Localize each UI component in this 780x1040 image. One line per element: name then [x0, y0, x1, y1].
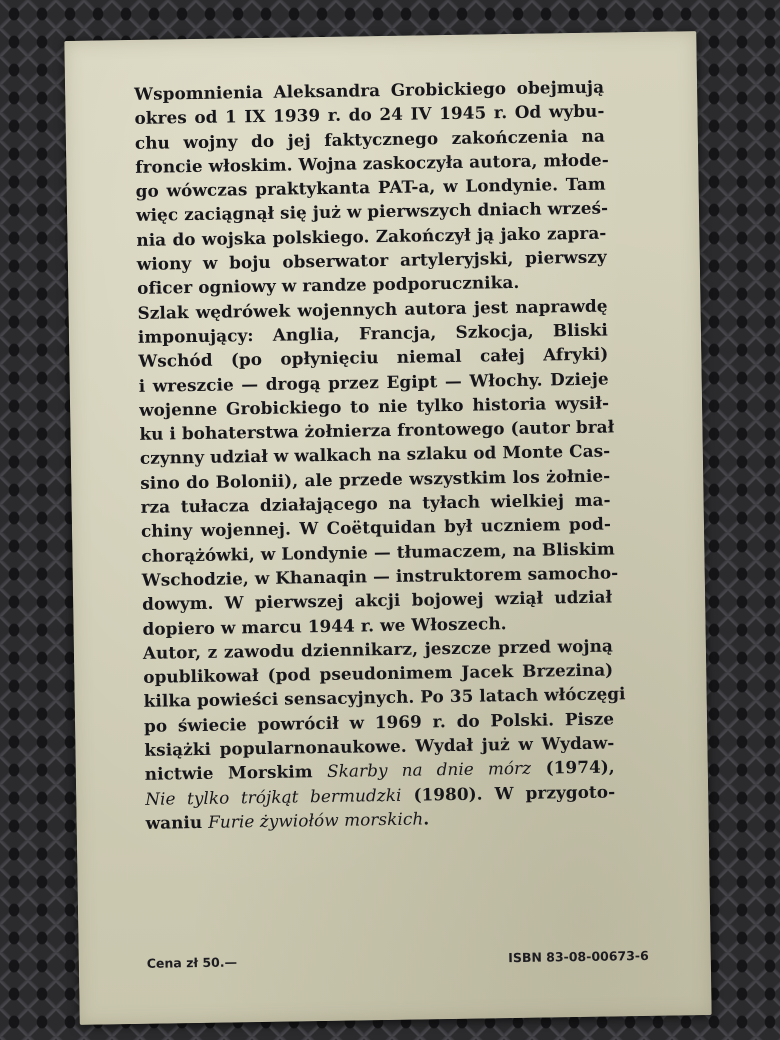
blurb-line: chu wojny do jej faktycznego zakończenia na — [134, 125, 606, 153]
book-title-trojkat: Nie tylko trójkąt bermudzki — [145, 784, 402, 809]
blurb-paragraph-2 — [137, 293, 619, 640]
blurb-line: froncie włoskim. Wojna zaskoczyła autora, młode- — [135, 149, 609, 177]
blurb-line: opublikował (pod pseudonimem Jacek Brzezina) — [143, 659, 614, 687]
blurb-line: imponujący: Anglia, Francja, Szkocja, Bliski — [137, 319, 609, 347]
blurb-paragraph-3 — [142, 633, 626, 835]
blurb-line: Autor, z zawodu dziennikarz, jeszcze przed wojną — [142, 635, 614, 663]
blurb-line: go wówczas praktykanta PAT-a, w Londynie. Tam — [135, 173, 606, 202]
blurb-line: czynny udział w walkach na szlaku od Monte Cas- — [139, 440, 611, 469]
blurb-line: kilka powieści sensacyjnych. Po 35 latach włóczęgi — [143, 683, 626, 712]
blurb-line: Wschodzie, w Khanaqin — instruktorem samocho- — [141, 562, 619, 590]
blurb-line: ku i bohaterstwa żołnierza frontowego (autor brał — [139, 416, 615, 445]
blurb-line: Wschód (po opłynięciu niemal całej Afryki) — [138, 343, 609, 372]
blurb-line: rza tułacza działającego na tyłach wielkiej ma- — [140, 489, 611, 517]
book-blurb — [133, 75, 626, 835]
blurb-line: więc zaciągnął się już w pierwszych dniach wrześ- — [135, 197, 609, 226]
blurb-line: i wreszcie — drogą przez Egipt — Włochy. Dzieje — [138, 368, 609, 396]
blurb-text: (1980). W przygoto- — [401, 781, 616, 805]
blurb-line: Wspomnienia Aleksandra Grobickiego obejmują — [133, 76, 605, 104]
blurb-text: nictwie Morskim — [144, 761, 328, 785]
blurb-line: książki popularnonaukowe. Wydał już w Wydaw- — [144, 732, 615, 760]
blurb-line: dowym. W pierwszej akcji bojowej wziął udział — [142, 586, 613, 615]
cover-footer — [147, 948, 649, 971]
book-back-cover — [64, 31, 711, 1025]
blurb-line: dopiero w marcu 1944 r. we Włoszech. — [142, 612, 507, 639]
blurb-line: nia do wojska polskiego. Zakończył ją jako zapra- — [136, 222, 607, 250]
blurb-line: okres od 1 IX 1939 r. do 24 IV 1945 r. Od wybu- — [134, 100, 605, 129]
blurb-line: Szlak wędrówek wojennych autora jest naprawdę — [137, 295, 608, 323]
blurb-line: sino do Bolonii), ale przede wszystkim los żołnie- — [140, 465, 611, 493]
blurb-text: waniu — [145, 811, 209, 833]
book-title-furie: Furie żywiołów morskich — [207, 808, 424, 832]
blurb-line: wiony w boju obserwator artyleryjski, pierwszy — [136, 246, 607, 274]
blurb-text: (1974), — [530, 756, 615, 779]
price-label: Cena zł 50.— — [146, 954, 238, 971]
book-title-skarby: Skarby na dnie mórz — [326, 758, 532, 782]
blurb-text: . — [423, 808, 430, 829]
blurb-line: wojenne Grobickiego to nie tylko historia wysił- — [138, 392, 610, 420]
blurb-line: chorążówki, w Londynie — tłumaczem, na Bliskim — [141, 538, 615, 566]
blurb-paragraph-1 — [134, 75, 607, 301]
blurb-line: po świecie powrócił w 1969 r. do Polski. Pisze — [143, 708, 615, 736]
isbn-label: ISBN 83-08-00673-6 — [508, 947, 649, 966]
blurb-line: chiny wojennej. W Coëtquidan był uczniem pod- — [140, 513, 612, 542]
blurb-line: oficer ogniowy w randze podporucznika. — [137, 272, 520, 299]
